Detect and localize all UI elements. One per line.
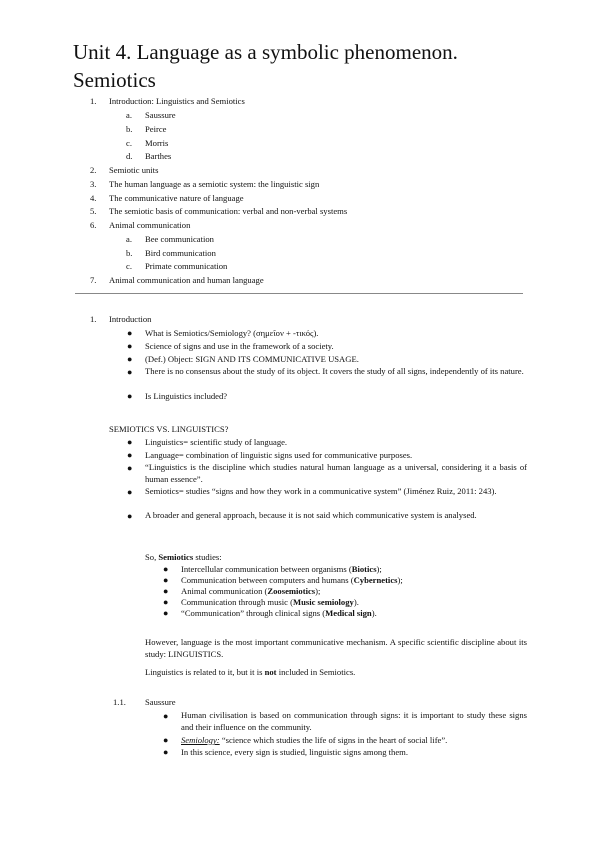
toc-number: a. xyxy=(126,234,132,244)
studies-prefix: So, xyxy=(145,552,159,562)
section-heading: Saussure xyxy=(145,697,176,707)
list-item: Language= combination of linguistic signs used for communicative purposes. xyxy=(145,450,413,460)
list-item: There is no consensus about the study of its object. It covers the study of all signs, independently of its nature. xyxy=(145,366,524,376)
paragraph-however: However, language is the most important communicative mechanism. A specific scientific discipline about its study: LINGUISTICS. xyxy=(145,637,527,659)
title-line-2: Semiotics xyxy=(73,68,156,92)
section-heading: Introduction xyxy=(109,314,152,324)
studies-term: Semiotics xyxy=(158,552,194,562)
bullet-icon: ● xyxy=(127,341,133,351)
bullet-icon: ● xyxy=(163,735,169,745)
title-line-1: Unit 4. Language as a symbolic phenomenon. xyxy=(73,40,458,64)
related-emphasis: not xyxy=(264,667,277,677)
item-text: ); xyxy=(376,564,382,574)
item-term: Cybernetics xyxy=(353,575,398,585)
toc-item: Peirce xyxy=(145,124,167,134)
item-text: Animal communication ( xyxy=(181,586,268,596)
toc-number: 2. xyxy=(90,165,97,175)
toc-item: Introduction: Linguistics and Semiotics xyxy=(109,96,245,106)
bullet-icon: ● xyxy=(127,437,133,447)
list-item: “Linguistics is the discipline which studies natural human language as a universal, considering it a basis of human essence”. xyxy=(145,462,527,484)
toc-number: b. xyxy=(126,248,133,258)
toc-item: Morris xyxy=(145,138,169,148)
list-item: Human civilisation is based on communication through signs: it is important to study these signs and their influence on the community. xyxy=(181,710,527,732)
studies-intro xyxy=(145,552,222,563)
bullet-icon: ● xyxy=(127,511,133,521)
studies-suffix: studies: xyxy=(193,552,222,562)
bullet-icon: ● xyxy=(163,608,169,618)
item-text: Communication through music ( xyxy=(181,597,293,607)
toc-number: a. xyxy=(126,110,132,120)
toc-number: 3. xyxy=(90,179,97,189)
toc-item: Saussure xyxy=(145,110,176,120)
list-item xyxy=(181,575,403,586)
section-number: 1.1. xyxy=(113,697,126,707)
toc-item: The semiotic basis of communication: verbal and non-verbal systems xyxy=(109,206,348,216)
list-item: Is Linguistics included? xyxy=(145,391,228,401)
toc-item: Animal communication and human language xyxy=(109,275,264,285)
paragraph-related xyxy=(145,667,355,678)
bullet-icon: ● xyxy=(163,586,169,596)
toc-item: The human language as a semiotic system: the linguistic sign xyxy=(109,179,320,189)
list-item xyxy=(181,586,320,597)
bullet-icon: ● xyxy=(163,711,169,721)
bullet-icon: ● xyxy=(127,463,133,473)
bullet-icon: ● xyxy=(127,354,133,364)
bullet-icon: ● xyxy=(127,450,133,460)
list-item: Semiotics= studies “signs and how they work in a communicative system” (Jiménez Ruiz, 2011: 243). xyxy=(145,486,497,496)
bullet-icon: ● xyxy=(163,575,169,585)
list-item xyxy=(181,608,377,619)
item-term: Music semiology xyxy=(292,597,354,607)
toc-number: c. xyxy=(126,138,132,148)
subsection-heading: SEMIOTICS VS. LINGUISTICS? xyxy=(109,424,229,434)
bullet-icon: ● xyxy=(127,487,133,497)
related-text: Linguistics is related to it, but it is xyxy=(145,667,265,677)
definition-text: “science which studies the life of signs in the heart of social life”. xyxy=(219,735,448,745)
list-item xyxy=(181,597,359,608)
bullet-icon: ● xyxy=(163,564,169,574)
toc-item: Animal communication xyxy=(109,220,191,230)
definition-term: Semiology: xyxy=(181,735,220,745)
item-text: ); xyxy=(315,586,321,596)
toc-item: Primate communication xyxy=(145,261,228,271)
item-text: ). xyxy=(371,608,377,618)
toc-number: 7. xyxy=(90,275,97,285)
page-title xyxy=(73,38,458,94)
toc-item: The communicative nature of language xyxy=(109,193,244,203)
item-text: Communication between computers and humans ( xyxy=(181,575,354,585)
list-item: In this science, every sign is studied, linguistic signs among them. xyxy=(181,747,408,757)
toc-number: b. xyxy=(126,124,133,134)
item-text: ). xyxy=(353,597,359,607)
item-term: Biotics xyxy=(351,564,377,574)
list-item xyxy=(181,564,382,575)
bullet-icon: ● xyxy=(163,747,169,757)
toc-number: 6. xyxy=(90,220,97,230)
toc-number: c. xyxy=(126,261,132,271)
bullet-icon: ● xyxy=(163,597,169,607)
toc-item: Semiotic units xyxy=(109,165,159,175)
bullet-icon: ● xyxy=(127,328,133,338)
list-item: Linguistics= scientific study of language. xyxy=(145,437,288,447)
item-term: Zoosemiotics xyxy=(267,586,316,596)
toc-item: Bee communication xyxy=(145,234,214,244)
item-term: Medical sign xyxy=(325,608,372,618)
toc-item: Barthes xyxy=(145,151,172,161)
item-text: ); xyxy=(397,575,403,585)
toc-number: 1. xyxy=(90,96,97,106)
toc-number: d. xyxy=(126,151,133,161)
section-number: 1. xyxy=(90,314,97,324)
list-item: (Def.) Object: SIGN AND ITS COMMUNICATIVE USAGE. xyxy=(145,354,359,364)
list-item xyxy=(181,735,447,746)
list-item: Science of signs and use in the framework of a society. xyxy=(145,341,334,351)
related-text: included in Semiotics. xyxy=(276,667,356,677)
list-item: What is Semiotics/Semiology? (σημεῖον + -τικός). xyxy=(145,328,319,338)
item-text: “Communication” through clinical signs ( xyxy=(181,608,326,618)
item-text: Intercellular communication between organisms ( xyxy=(181,564,352,574)
bullet-icon: ● xyxy=(127,391,133,401)
toc-item: Bird communication xyxy=(145,248,216,258)
toc-number: 5. xyxy=(90,206,97,216)
toc-number: 4. xyxy=(90,193,97,203)
list-item: A broader and general approach, because it is not said which communicative system is analysed. xyxy=(145,510,477,520)
bullet-icon: ● xyxy=(127,367,133,377)
horizontal-divider xyxy=(75,293,523,294)
